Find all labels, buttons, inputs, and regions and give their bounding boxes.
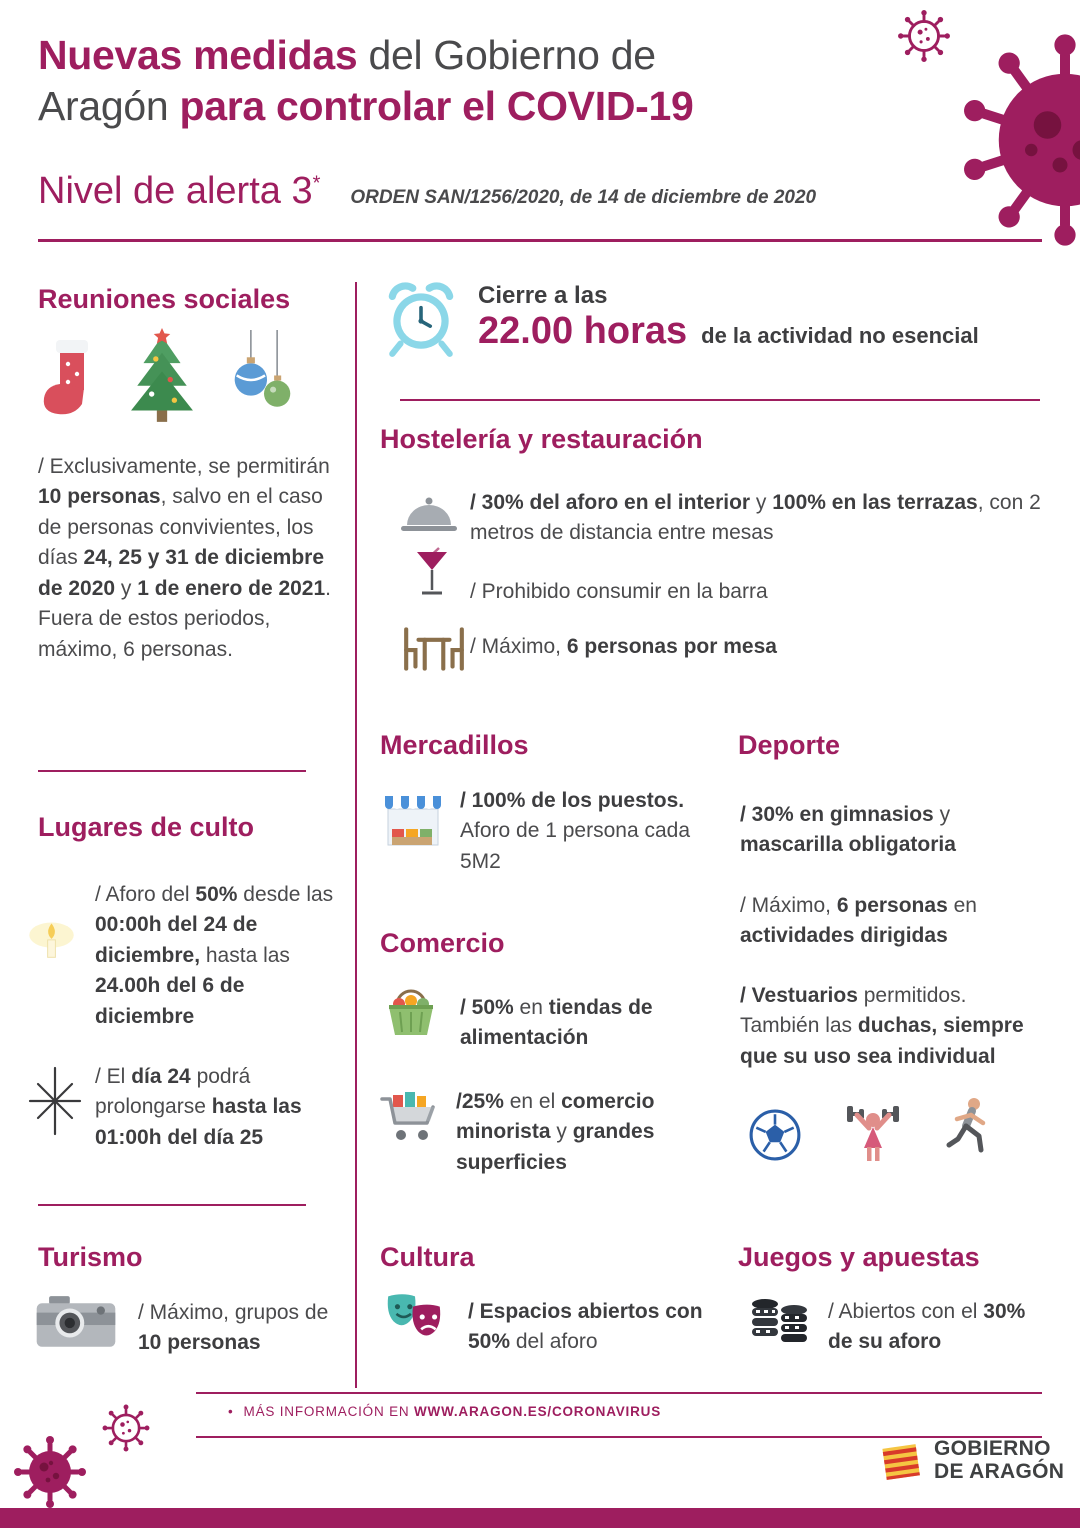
sports-icons — [748, 1096, 994, 1162]
logo-line-1: GOBIERNO — [934, 1437, 1051, 1461]
cocktail-icon — [414, 545, 450, 599]
cultura-body: / Espacios abiertos con 50% del aforo — [468, 1300, 703, 1354]
christmas-icons — [40, 328, 300, 426]
closing-intro: Cierre a las — [478, 282, 608, 309]
camera-icon — [34, 1294, 118, 1354]
left-divider-2 — [38, 1204, 306, 1206]
flag-icon — [878, 1438, 924, 1484]
runner-icon — [944, 1096, 994, 1162]
deporte-heading: Deporte — [738, 730, 841, 760]
hosteleria-item3: / Máximo, 6 personas por mesa — [470, 635, 777, 658]
vertical-divider — [355, 282, 357, 1388]
star-icon — [20, 1066, 90, 1136]
virus-solid-footer-icon — [8, 1430, 92, 1514]
alert-level-text: Nivel de alerta 3 — [38, 170, 313, 212]
mercadillos-heading: Mercadillos — [380, 730, 529, 760]
closing-time: 22.00 horas — [478, 310, 688, 352]
christmas-tree-icon — [120, 328, 204, 426]
hosteleria-heading: Hostelería y restauración — [380, 424, 703, 454]
chips-icon — [748, 1288, 812, 1346]
cart-icon — [377, 1086, 439, 1146]
stocking-icon — [40, 334, 96, 426]
turismo-heading: Turismo — [38, 1242, 143, 1272]
logo-line-2: DE ARAGÓN — [934, 1460, 1065, 1483]
hosteleria-item2: / Prohibido consumir en la barra — [470, 580, 768, 603]
mercadillos-body: / 100% de los puestos. Aforo de 1 persona cada 5M2 — [460, 789, 690, 873]
footer-divider-top — [196, 1392, 1042, 1394]
alert-level — [38, 170, 320, 213]
comercio-heading: Comercio — [380, 928, 505, 958]
hosteleria-item1: / 30% del aforo en el interior y 100% en las terrazas, con 2 metros de distancia entre mesas — [470, 491, 1041, 545]
alert-asterisk: * — [312, 172, 321, 195]
comercio-item2: /25% en el comercio minorista y grandes superficies — [456, 1090, 655, 1174]
cultura-heading: Cultura — [380, 1242, 475, 1272]
comercio-item1: / 50% en tiendas de alimentación — [460, 996, 653, 1050]
culto-heading: Lugares de culto — [38, 812, 255, 842]
basket-icon — [383, 986, 439, 1040]
title-line-2: Aragón para controlar el COVID-19 — [38, 82, 694, 129]
closing-block — [478, 282, 979, 353]
logo-text — [934, 1438, 1064, 1483]
gobierno-aragon-logo — [878, 1438, 1064, 1484]
virus-large-icon — [935, 15, 1080, 265]
closing-line — [478, 310, 979, 353]
culto-item1: / Aforo del 50% desde las 00:00h del 24 de diciembre, hasta las 24.00h del 6 de diciembre — [95, 883, 334, 1028]
table-icon — [400, 623, 468, 673]
market-stall-icon — [382, 790, 444, 850]
ornaments-icon — [228, 330, 300, 426]
bottom-bar — [0, 1508, 1080, 1528]
cloche-icon — [398, 490, 460, 540]
weights-icon — [844, 1100, 902, 1162]
turismo-body: / Máximo, grupos de 10 personas — [138, 1301, 329, 1355]
football-icon — [748, 1108, 802, 1162]
header — [38, 30, 858, 132]
left-divider-1 — [38, 770, 306, 772]
title-line-1: Nuevas medidas del Gobierno de — [38, 32, 656, 78]
virus-outline-footer-icon — [98, 1400, 154, 1456]
closing-divider — [400, 399, 1040, 401]
candle-icon — [24, 908, 80, 966]
footer-info — [228, 1404, 661, 1419]
reuniones-body: / Exclusivamente, se permitirán 10 personas, salvo en el caso de personas convivientes, los días 24, 25 y 31 de diciembre de 2020 y 1 de enero de 2021. Fuera de estos periodos, máximo, 6 personas. — [38, 455, 332, 661]
juegos-body: / Abiertos con el 30% de su aforo — [828, 1300, 1026, 1354]
deporte-item2: / Máximo, 6 personas en actividades dirigidas — [740, 894, 977, 948]
masks-icon — [382, 1292, 448, 1344]
deporte-item1: / 30% en gimnasios y mascarilla obligatoria — [740, 803, 956, 857]
juegos-heading: Juegos y apuestas — [738, 1242, 980, 1272]
reuniones-heading: Reuniones sociales — [38, 284, 291, 314]
order-reference: ORDEN SAN/1256/2020, de 14 de diciembre de 2020 — [350, 187, 817, 208]
culto-item2: / El día 24 podrá prolongarse hasta las 01:00h del día 25 — [95, 1065, 302, 1149]
alert-row — [38, 170, 816, 213]
page-title — [38, 30, 858, 132]
alarm-clock-icon — [380, 278, 462, 360]
closing-scope: de la actividad no esencial — [701, 323, 979, 348]
info-text: MÁS INFORMACIÓN EN WWW.ARAGON.ES/CORONAVIRUS — [243, 1404, 661, 1419]
deporte-item3: / Vestuarios permitidos. También las duchas, siempre que su uso sea individual — [740, 984, 1024, 1068]
header-divider — [38, 239, 1042, 242]
bullet: • — [228, 1404, 234, 1419]
